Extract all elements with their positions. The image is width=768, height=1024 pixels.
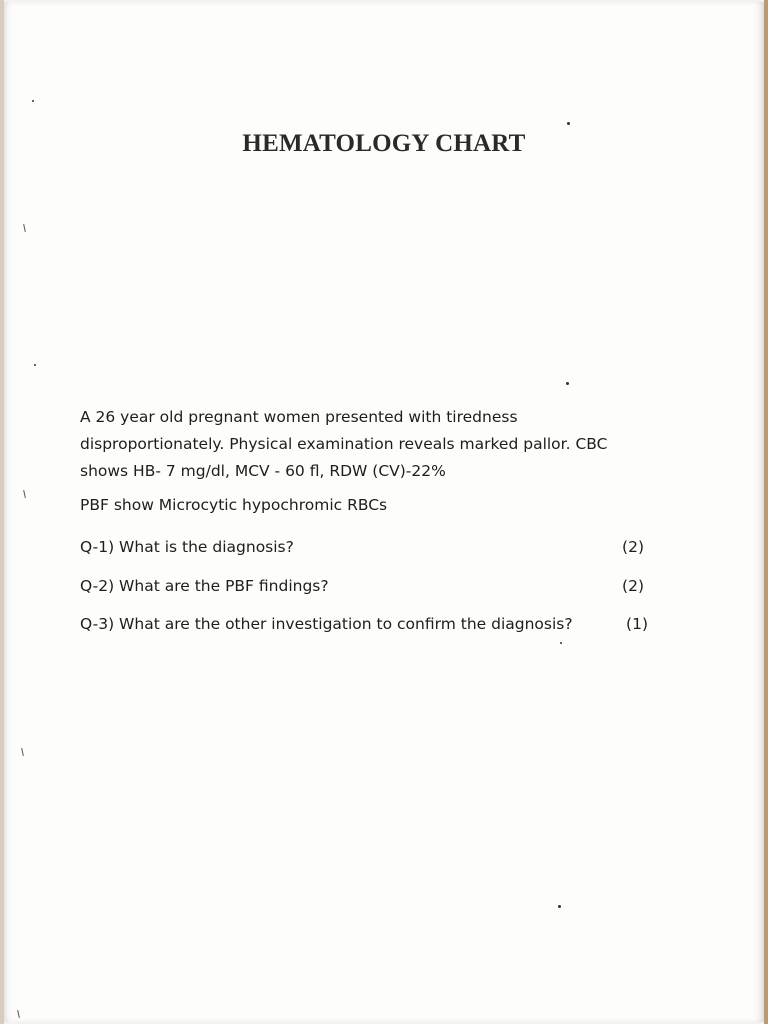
question-3-marks: (1) — [626, 615, 648, 633]
scan-speck — [558, 905, 561, 908]
case-line-1: A 26 year old pregnant women presented with tiredness — [80, 408, 518, 426]
question-2-marks: (2) — [622, 577, 644, 595]
scan-speck — [32, 100, 34, 102]
pbf-finding: PBF show Microcytic hypochromic RBCs — [80, 496, 388, 514]
scan-speck — [560, 642, 562, 644]
question-3 — [80, 615, 648, 633]
scan-mark — [23, 224, 26, 232]
question-1-marks: (2) — [622, 538, 644, 556]
question-1-text: Q-1) What is the diagnosis? — [80, 538, 294, 556]
scan-speck — [567, 122, 570, 125]
scan-mark — [23, 490, 26, 498]
case-line-2: disproportionately. Physical examination reveals marked pallor. CBC — [80, 435, 608, 453]
question-3-text: Q-3) What are the other investigation to confirm the diagnosis? — [80, 615, 573, 633]
case-line-3: shows HB- 7 mg/dl, MCV - 60 fl, RDW (CV)-22% — [80, 462, 446, 480]
scan-mark — [17, 1010, 20, 1018]
case-description — [80, 404, 680, 485]
scan-speck — [34, 364, 36, 366]
paper-right-edge — [764, 0, 768, 1024]
scan-speck — [566, 382, 569, 385]
document-page — [4, 2, 764, 1022]
question-1 — [80, 538, 648, 556]
question-2-text: Q-2) What are the PBF findings? — [80, 577, 329, 595]
question-2 — [80, 577, 648, 595]
scan-mark — [21, 748, 24, 756]
page-title: HEMATOLOGY CHART — [242, 130, 526, 157]
